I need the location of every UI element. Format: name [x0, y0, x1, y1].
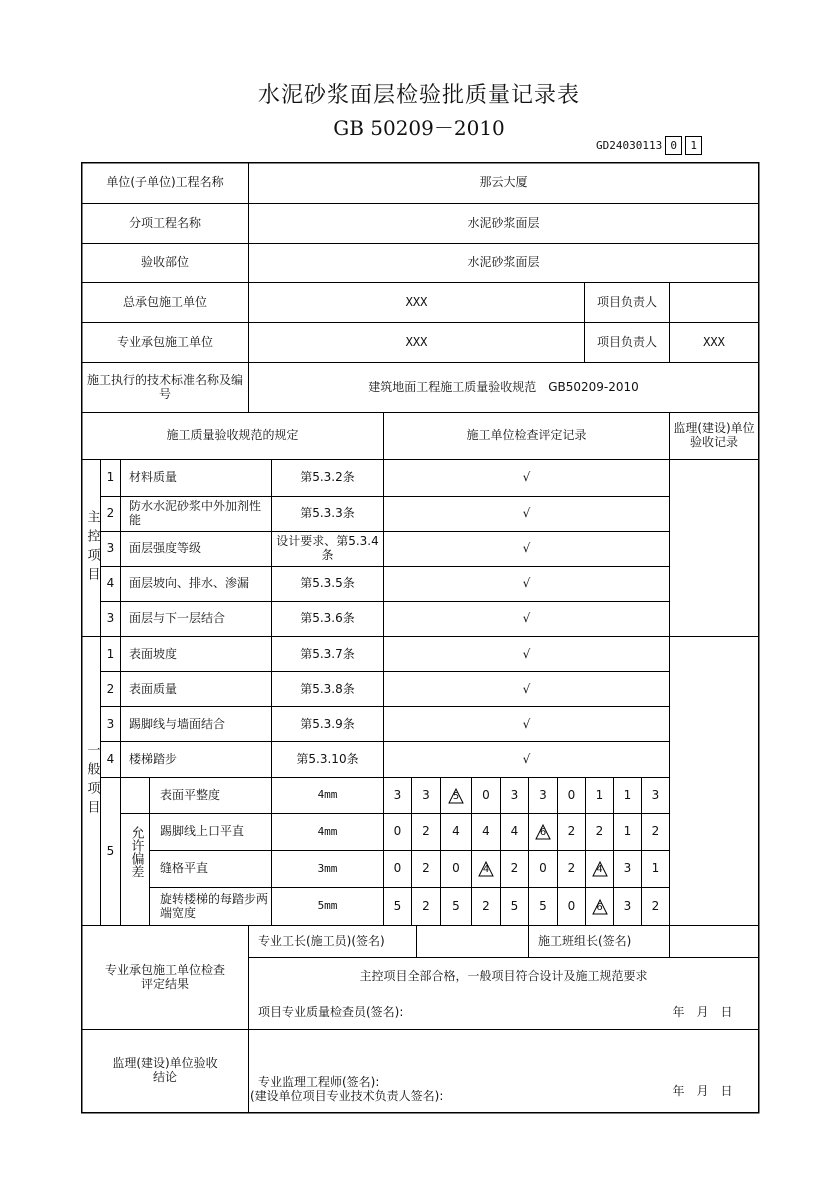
tolerance-limit: 4mm [317, 824, 338, 838]
contractor-date: 年 月 日 [672, 1005, 733, 1020]
measurement-value: 2 [567, 861, 576, 876]
general-item-no: 4 [106, 751, 115, 766]
main-item-no: 1 [106, 470, 115, 485]
measurement-value: 2 [510, 861, 519, 876]
form-code-box-2: 1 [685, 136, 702, 155]
measurement-value: 1 [595, 787, 604, 802]
general-pm-label: 项目负责人 [596, 294, 657, 309]
general-item-no: 2 [106, 681, 115, 696]
general-item-result: √ [522, 716, 531, 731]
main-item-result: √ [522, 541, 531, 556]
special-pm-value: XXX [703, 334, 725, 349]
measurement-value: 3 [510, 787, 519, 802]
main-item-result: √ [522, 576, 531, 591]
main-item-clause: 第5.3.6条 [300, 611, 355, 626]
standard-value: 建筑地面工程施工质量验收规范 GB50209-2010 [368, 379, 639, 394]
form-code-box-1: 0 [665, 136, 682, 155]
exceed-marker-value [586, 851, 613, 887]
measurement-text: 6 [596, 901, 603, 913]
main-item-no: 4 [106, 576, 115, 591]
inspection-part-label: 验收部位 [140, 255, 189, 270]
main-item-name: 面层坡向、排水、渗漏 [129, 576, 250, 591]
exceed-marker-value [529, 814, 557, 850]
measurement-value: 1 [623, 824, 632, 839]
tolerance-limit: 5mm [317, 899, 338, 913]
check-column-header: 施工单位检查评定记录 [466, 428, 587, 443]
tolerance-item-name: 表面平整度 [160, 787, 221, 802]
main-item-result: √ [522, 611, 531, 626]
measurement-value: 2 [651, 898, 660, 913]
tolerance-limit: 4mm [317, 788, 338, 802]
foreman-signature-label: 专业工长(施工员)(签名) [258, 933, 385, 948]
unit-name-value: 那云大厦 [479, 175, 528, 190]
measurement-value: 0 [567, 898, 576, 913]
tolerance-item-name: 缝格平直 [160, 861, 209, 876]
measurement-value: 2 [422, 898, 430, 913]
general-item-name: 踢脚线与墙面结合 [129, 716, 226, 731]
measurement-value: 2 [595, 824, 604, 839]
main-item-clause: 第5.3.2条 [300, 470, 355, 485]
measurement-text: 4 [596, 864, 603, 875]
tolerance-limit: 3mm [317, 861, 338, 875]
form-title: 水泥砂浆面层检验批质量记录表 [257, 83, 580, 108]
general-item-result: √ [522, 681, 531, 696]
tolerance-label: 允许偏差 [128, 825, 144, 878]
measurement-value: 5 [510, 898, 519, 913]
unit-name-label: 单位(子单位)工程名称 [106, 175, 224, 190]
measurement-text: 6 [539, 827, 547, 838]
measurement-value: 3 [539, 787, 547, 802]
main-item-name: 材料质量 [129, 470, 178, 485]
measurement-value: 2 [651, 824, 660, 839]
main-item-clause: 设计要求、第5.3.4条 [276, 534, 379, 562]
main-item-clause: 第5.3.5条 [300, 576, 355, 591]
general-item-name: 表面坡度 [129, 646, 178, 661]
tolerance-no: 5 [106, 843, 115, 858]
special-contractor-value: XXX [405, 334, 428, 349]
measurement-value: 4 [452, 824, 460, 839]
measurement-value: 1 [651, 861, 660, 876]
measurement-value: 5 [393, 898, 402, 913]
measurement-value: 0 [393, 861, 402, 876]
team-leader-signature-label: 施工班组长(签名) [538, 933, 632, 948]
special-contractor-label: 专业承包施工单位 [116, 334, 213, 349]
tolerance-item-name: 踢脚线上口平直 [160, 824, 245, 839]
general-item-no: 1 [106, 646, 115, 661]
measurement-value: 3 [623, 861, 632, 876]
measurement-value: 3 [422, 787, 430, 802]
measurement-value: 3 [623, 898, 632, 913]
measurement-value: 1 [623, 787, 632, 802]
measurement-text: 5 [452, 790, 460, 802]
main-item-no: 2 [106, 506, 115, 521]
general-item-result: √ [522, 751, 531, 766]
measurement-value: 4 [510, 824, 519, 839]
subitem-label: 分项工程名称 [128, 215, 201, 230]
standard-label: 施工执行的技术标准名称及编号 [86, 372, 243, 401]
supervision-date: 年 月 日 [672, 1084, 733, 1099]
general-item-no: 3 [106, 716, 115, 731]
supervision-column-header: 监理(建设)单位验收记录 [673, 421, 755, 449]
owner-rep-signature-label: (建设单位项目专业技术负责人签名): [250, 1089, 444, 1104]
measurement-text: 4 [482, 864, 490, 875]
exceed-marker-value [441, 778, 471, 813]
general-item-name: 表面质量 [129, 681, 178, 696]
general-item-clause: 第5.3.9条 [300, 716, 355, 731]
main-item-result: √ [522, 470, 531, 485]
exceed-marker-value [586, 888, 613, 925]
general-item-clause: 第5.3.10条 [296, 751, 359, 766]
measurement-value: 0 [482, 787, 490, 802]
inspection-part-value: 水泥砂浆面层 [467, 255, 540, 270]
measurement-value: 2 [482, 898, 490, 913]
general-item-name: 楼梯踏步 [129, 751, 178, 766]
measurement-value: 5 [539, 898, 547, 913]
main-items-label: 主控项目 [84, 510, 100, 586]
general-contractor-label: 总承包施工单位 [122, 294, 207, 309]
special-pm-label: 项目负责人 [596, 334, 657, 349]
measurement-value: 5 [452, 898, 460, 913]
exceed-marker-value [472, 851, 500, 887]
general-contractor-value: XXX [405, 294, 428, 309]
main-item-name: 面层强度等级 [129, 541, 202, 556]
supervision-conclusion-label: 监理(建设)单位验收结论 [112, 1056, 218, 1084]
form-code-text: GD24030113 [596, 139, 663, 152]
main-item-clause: 第5.3.3条 [300, 506, 355, 521]
general-items-label: 一般项目 [84, 743, 100, 819]
subitem-value: 水泥砂浆面层 [467, 215, 540, 230]
main-item-result: √ [522, 506, 531, 521]
measurement-value: 3 [651, 787, 660, 802]
measurement-value: 0 [567, 787, 576, 802]
measurement-value: 2 [422, 861, 430, 876]
measurement-value: 0 [452, 861, 460, 876]
quality-inspector-signature-label: 项目专业质量检查员(签名): [258, 1005, 404, 1020]
main-item-name: 防水水泥砂浆中外加剂性能 [129, 499, 262, 527]
main-item-name: 面层与下一层结合 [129, 611, 226, 626]
supervision-engineer-signature-label: 专业监理工程师(签名): [258, 1075, 380, 1090]
general-item-clause: 第5.3.8条 [300, 681, 355, 696]
measurement-value: 0 [539, 861, 547, 876]
contractor-conclusion: 主控项目全部合格，一般项目符合设计及施工规范要求 [359, 969, 648, 984]
standard-number: GB 50209－2010 [333, 116, 505, 140]
general-item-result: √ [522, 646, 531, 661]
measurement-value: 4 [482, 824, 490, 839]
main-item-no: 3 [106, 541, 115, 556]
general-pm-value [670, 283, 758, 322]
measurement-value: 2 [567, 824, 576, 839]
contractor-result-label: 专业承包施工单位检查评定结果 [104, 962, 225, 991]
measurement-value: 3 [393, 787, 402, 802]
tolerance-item-name: 旋转楼梯的每踏步两端宽度 [160, 891, 269, 920]
main-item-no: 3 [106, 611, 115, 626]
general-item-clause: 第5.3.7条 [300, 646, 355, 661]
spec-column-header: 施工质量验收规范的规定 [166, 428, 299, 443]
measurement-value: 2 [422, 824, 430, 839]
measurement-value: 0 [393, 824, 402, 839]
